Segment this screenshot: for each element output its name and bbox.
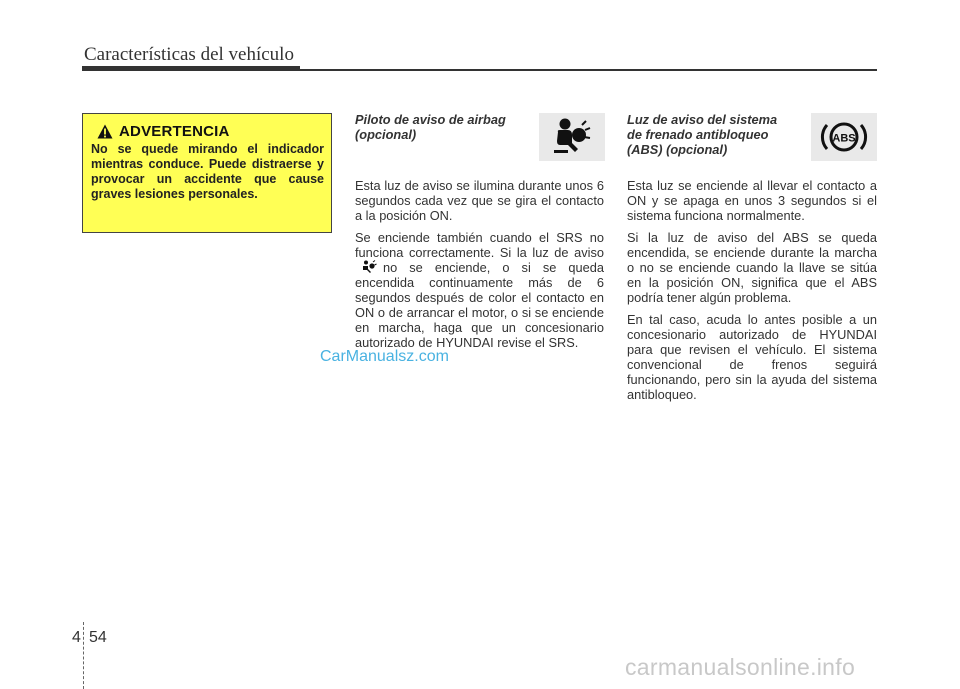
warning-title: ADVERTENCIA [119,123,230,140]
airbag-heading-line2: (opcional) [355,127,417,142]
airbag-paragraph-2 [355,230,604,350]
warning-text: No se quede mirando el indicador mientras conduce. Puede distraerse y provocar un accidente que cause graves lesiones personales. [91,142,324,201]
abs-paragraph-1: Esta luz se enciende al llevar el contacto a ON y se apaga en unos 3 segundos si el sistema funciona normalmente. [627,178,877,223]
abs-paragraph-3: En tal caso, acuda lo antes posible a un concesionario autorizado de HYUNDAI para que revisen el vehículo. El sistema convencional de frenos seguirá funcionando, pero sin la ayuda del sistema antibloqueo. [627,312,877,402]
airbag-paragraph-2-end: no se enciende, o si se queda encendida continuamente más de 6 segundos después de color el contacto en ON o de arrancar el motor, o si se enciende en marcha, haga que un concesionario autorizado de HYUNDAI revise el SRS. [355,260,604,350]
page-number: 54 [89,629,107,646]
watermark-bottom: carmanualsonline.info [625,654,856,680]
airbag-icon [550,117,594,157]
header-bar-rule [300,69,877,71]
abs-icon-label: ABS [832,132,856,145]
abs-heading-line1: Luz de aviso del sistema [627,112,778,127]
abs-heading-line2: de frenado antibloqueo [627,127,769,142]
airbag-paragraph-1: Esta luz de aviso se ilumina durante unos 6 segundos cada vez que se gira el contacto a la posición ON. [355,178,604,223]
warning-box [82,113,332,233]
airbag-inline-icon [361,260,377,274]
airbag-heading [355,112,506,142]
header-bar-thick [82,66,300,71]
airbag-body [355,178,604,357]
abs-heading-line3: (ABS) (opcional) [627,142,728,157]
abs-icon [816,117,872,157]
airbag-heading-line1: Piloto de aviso de airbag [355,112,506,127]
airbag-paragraph-2-start: Se enciende también cuando el SRS no funciona correctamente. Si la luz de aviso [355,230,604,260]
abs-paragraph-2: Si la luz de aviso del ABS se queda encendida, se enciende durante la marcha o no se enciende cuando la llave se sitúa en la posición ON, significa que el ABS podría tener algún problema. [627,230,877,305]
airbag-icon-box [539,113,605,161]
page-footer-divider [83,622,84,689]
abs-icon-box [811,113,877,161]
warning-header [91,123,324,140]
page-section-number: 4 [72,629,81,646]
watermark-top: CarManualsz.com [320,348,449,365]
warning-triangle-icon [97,124,113,139]
abs-body [627,178,877,409]
abs-heading [627,112,777,157]
page-header-title: Características del vehículo [84,44,294,65]
